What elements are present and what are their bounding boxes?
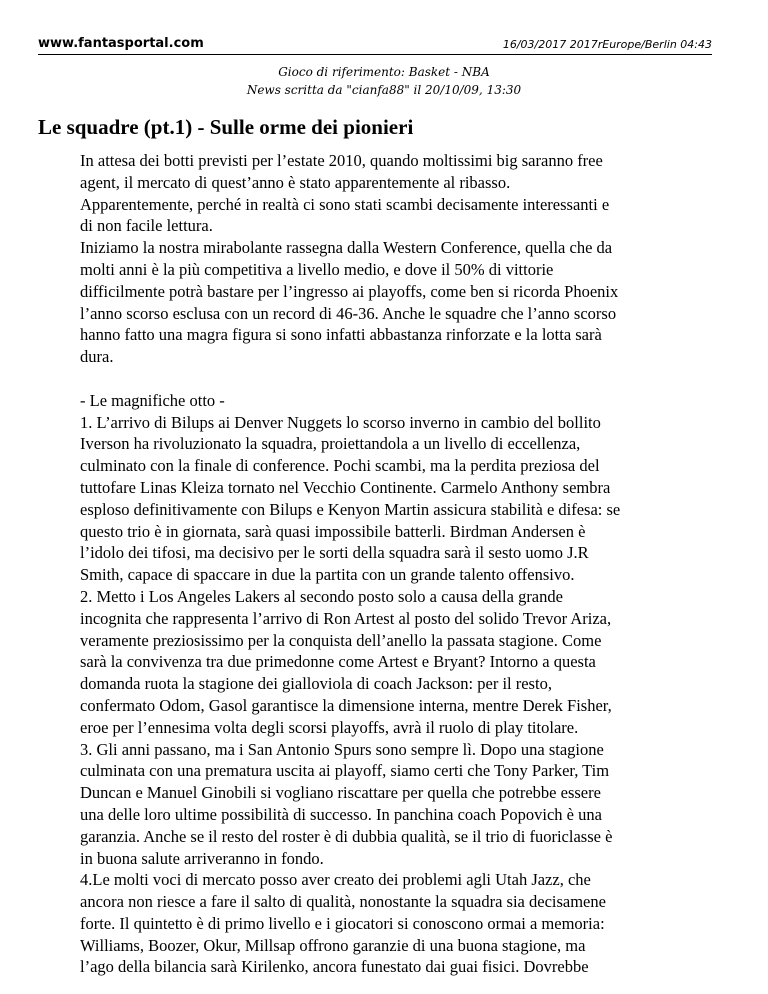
body-line: ancora non riesce a fare il salto di qualità, nonostante la squadra sia decisamene [80,892,606,912]
body-line: domanda ruota la stagione dei gialloviola di coach Jackson: per il resto, [80,674,552,694]
body-line: l’ago della bilancia sarà Kirilenko, ancora funestato dai guai fisici. Dovrebbe [80,957,589,977]
body-line: eroe per l’ennesima volta degli scorsi playoffs, avrà il ruolo di play titolare. [80,717,579,737]
article-title: Le squadre (pt.1) - Sulle orme dei pionieri [38,115,414,139]
body-line: agent, il mercato di quest’anno è stato apparentemente al ribasso. [80,172,511,192]
body-line: culminata con una prematura uscita ai playoff, siamo certi che Tony Parker, Tim [80,761,610,781]
body-line: Iverson ha rivoluzionato la squadra, proiettandola a un livello di eccellenza, [80,434,581,454]
site-url[interactable]: www.fantasportal.com [38,36,204,51]
body-line: Smith, capace di spaccare in due la partita con un grande talento offensivo. [80,565,575,585]
body-line: veramente preziosissimo per la conquista dell’anello la passata stagione. Come [80,630,602,650]
body-line: 3. Gli anni passano, ma i San Antonio Spurs sono sempre lì. Dopo una stagione [80,739,604,759]
body-line: incognita che rappresenta l’arrivo di Ron Artest al posto del solido Trevor Ariza, [80,608,612,628]
body-line: l’anno scorso esclusa con un record di 46-36. Anche le squadre che l’anno scorso [80,303,617,323]
article-body [80,150,720,978]
body-line: esploso definitivamente con Bilups e Kenyon Martin assicura stabilità e difesa: se [80,499,621,519]
body-line: culminato con la finale di conference. Pochi scambi, ma la perdita preziosa del [80,456,600,476]
body-line: 1. L’arrivo di Bilups ai Denver Nuggets lo scorso inverno in cambio del bollito [80,412,601,432]
body-line: di non facile lettura. [80,216,213,236]
paragraph-gap [80,368,720,390]
body-line: Duncan e Manuel Ginobili si vogliano riscattare per quella che potrebbe essere [80,783,601,803]
body-line: confermato Odom, Gasol garantisce la dimensione interna, mentre Derek Fisher, [80,695,612,715]
body-line: sarà la convivenza tra due primedonne come Artest e Bryant? Intorno a questa [80,652,596,672]
body-line: difficilmente potrà bastare per l’ingresso ai playoffs, come ben si ricorda Phoenix [80,281,619,301]
body-line: Iniziamo la nostra mirabolante rassegna dalla Western Conference, quella che da [80,238,613,258]
body-line: molti anni è la più competitiva a livello medio, e dove il 50% di vittorie [80,259,554,279]
page-header [38,34,712,55]
body-line: tuttofare Linas Kleiza tornato nel Vecchio Continente. Carmelo Anthony sembra [80,477,611,497]
author-line: News scritta da "cianfa88" il 20/10/09, 13:30 [246,83,522,97]
print-timestamp: 16/03/2017 2017rEurope/Berlin 04:43 [502,38,712,51]
body-line: hanno fatto una magra figura si sono infatti abbastanza rinforzate e la lotta sarà [80,325,602,345]
game-reference: Gioco di riferimento: Basket - NBA [278,65,490,79]
body-line: dura. [80,347,114,367]
section-heading: - Le magnifiche otto - [80,390,225,410]
article-meta [0,63,768,99]
body-line: l’idolo dei tifosi, ma decisivo per le sorti della squadra sarà il sesto uomo J.R [80,543,589,563]
body-line: forte. Il quintetto è di primo livello e i giocatori si conoscono ormai a memoria: [80,913,605,933]
body-line: 4.Le molti voci di mercato posso aver creato dei problemi agli Utah Jazz, che [80,870,591,890]
body-line: questo trio è in giornata, sarà quasi impossibile batterli. Birdman Andersen è [80,521,586,541]
body-line: In attesa dei botti previsti per l’estate 2010, quando moltissimi big saranno free [80,151,603,170]
body-line: Williams, Boozer, Okur, Millsap offrono garanzie di una buona stagione, ma [80,935,586,955]
body-line: 2. Metto i Los Angeles Lakers al secondo posto solo a causa della grande [80,586,563,606]
body-line: Apparentemente, perché in realtà ci sono stati scambi decisamente interessanti e [80,194,610,214]
body-line: una delle loro ultime possibilità di successo. In panchina coach Popovich è una [80,804,602,824]
body-line: garanzia. Anche se il resto del roster è di dubbia qualità, se il trio di fuoriclasse è [80,826,613,846]
body-line: in buona salute arriveranno in fondo. [80,848,324,868]
